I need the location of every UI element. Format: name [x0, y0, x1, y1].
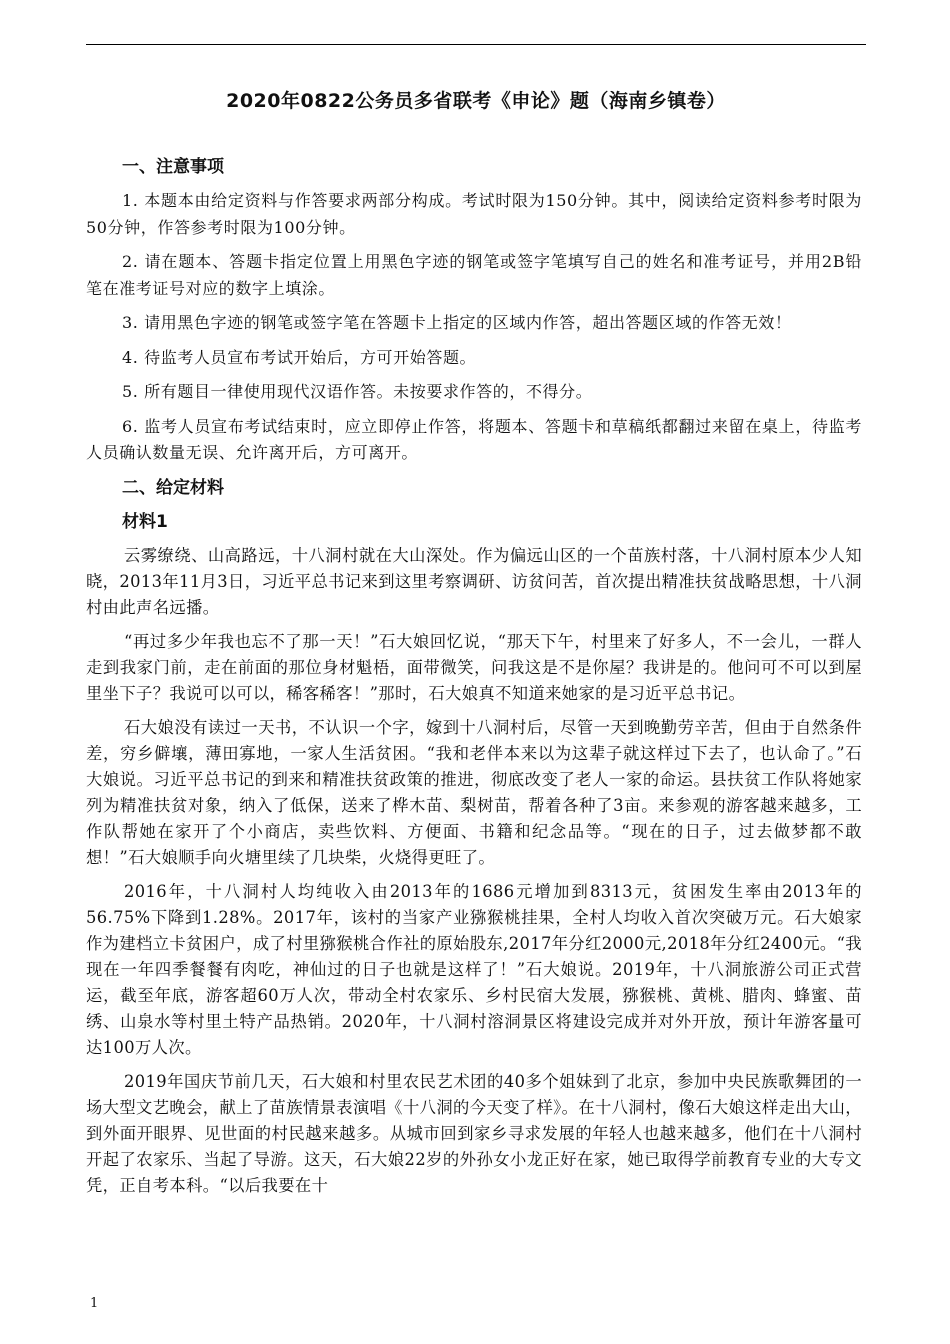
- material-paragraph: 2016年，十八洞村人均纯收入由2013年的1686元增加到8313元，贫困发生率由2013年的56.75%下降到1.28%。2017年，该村的当家产业猕猴桃挂果，全村人均收入首次突破万元。石大娘家作为建档立卡贫困户，成了村里猕猴桃合作社的原始股东,2017年分红2000元,2018年分红2400元。“我现在一年四季餐餐有肉吃，神仙过的日子也就是这样了！”石大娘说。2019年，十八洞旅游公司正式营运，截至年底，游客超60万人次，带动全村农家乐、乡村民宿大发展，猕猴桃、黄桃、腊肉、蜂蜜、苗绣、山泉水等村里土特产品热销。2020年，十八洞村溶洞景区将建设完成并对外开放，预计年游客量可达100万人次。: [86, 881, 862, 1057]
- material-paragraph: 石大娘没有读过一天书，不认识一个字，嫁到十八洞村后，尽管一天到晚勤劳辛苦，但由于自然条件差，穷乡僻壤，薄田寡地，一家人生活贫困。“我和老伴本来以为这辈子就这样过下去了，也认命了。”石大娘说。习近平总书记的到来和精准扶贫政策的推进，彻底改变了老人一家的命运。县扶贫工作队将她家列为精准扶贫对象，纳入了低保，送来了桦木苗、梨树苗，帮着各种了3亩。来参观的游客越来越多，工作队帮她在家开了个小商店，卖些饮料、方便面、书籍和纪念品等。“现在的日子，过去做梦都不敢想！”石大娘顺手向火塘里续了几块柴，火烧得更旺了。: [86, 717, 862, 867]
- notice-item: 2. 请在题本、答题卡指定位置上用黑色字迹的钢笔或签字笔填写自己的姓名和准考证号，并用2B铅笔在准考证号对应的数字上填涂。: [86, 252, 862, 298]
- document-body: [86, 154, 862, 1207]
- notice-item: 3. 请用黑色字迹的钢笔或签字笔在答题卡上指定的区域内作答，超出答题区域的作答无效！: [122, 313, 792, 332]
- page-number: 1: [90, 1296, 99, 1311]
- materials-heading: 二、给定材料: [122, 477, 224, 498]
- notice-item: 4. 待监考人员宣布考试开始后，方可开始答题。: [122, 347, 477, 367]
- material-paragraph: 2019年国庆节前几天，石大娘和村里农民艺术团的40多个姐妹到了北京，参加中央民族歌舞团的一场大型文艺晚会，献上了苗族情景表演唱《十八洞的今天变了样》。在十八洞村，像石大娘这样走出大山，到外面开眼界、见世面的村民越来越多。从城市回到家乡寻求发展的年轻人也越来越多，他们在十八洞村开起了农家乐、当起了导游。这天，石大娘22岁的外孙女小龙正好在家，她已取得学前教育专业的大专文凭，正自考本科。“以后我要在十: [86, 1071, 862, 1195]
- document-title: 2020年0822公务员多省联考《申论》题（海南乡镇卷）: [226, 90, 726, 112]
- notice-heading: 一、注意事项: [122, 157, 224, 177]
- header-rule: [86, 44, 866, 45]
- material1-heading: 材料1: [122, 511, 168, 532]
- material-paragraph: 云雾缭绕、山高路远，十八洞村就在大山深处。作为偏远山区的一个苗族村落，十八洞村原本少人知晓，2013年11月3日，习近平总书记来到这里考察调研、访贫问苦，首次提出精准扶贫战略思想，十八洞村由此声名远播。: [86, 545, 862, 617]
- notice-item: 6. 监考人员宣布考试结束时，应立即停止作答，将题本、答题卡和草稿纸都翻过来留在桌上，待监考人员确认数量无误、允许离开后，方可离开。: [86, 416, 862, 462]
- material-paragraph: “再过多少年我也忘不了那一天！”石大娘回忆说，“那天下午，村里来了好多人，不一会儿，一群人走到我家门前，走在前面的那位身材魁梧，面带微笑，问我这是不是你屋？我讲是的。他问可不可以到屋里坐下子？我说可以可以，稀客稀客！”那时，石大娘真不知道来她家的是习近平总书记。: [86, 631, 862, 703]
- notice-item: 1. 本题本由给定资料与作答要求两部分构成。考试时限为150分钟。其中，阅读给定资料参考时限为50分钟，作答参考时限为100分钟。: [86, 191, 862, 237]
- notice-item: 5. 所有题目一律使用现代汉语作答。未按要求作答的，不得分。: [122, 382, 593, 401]
